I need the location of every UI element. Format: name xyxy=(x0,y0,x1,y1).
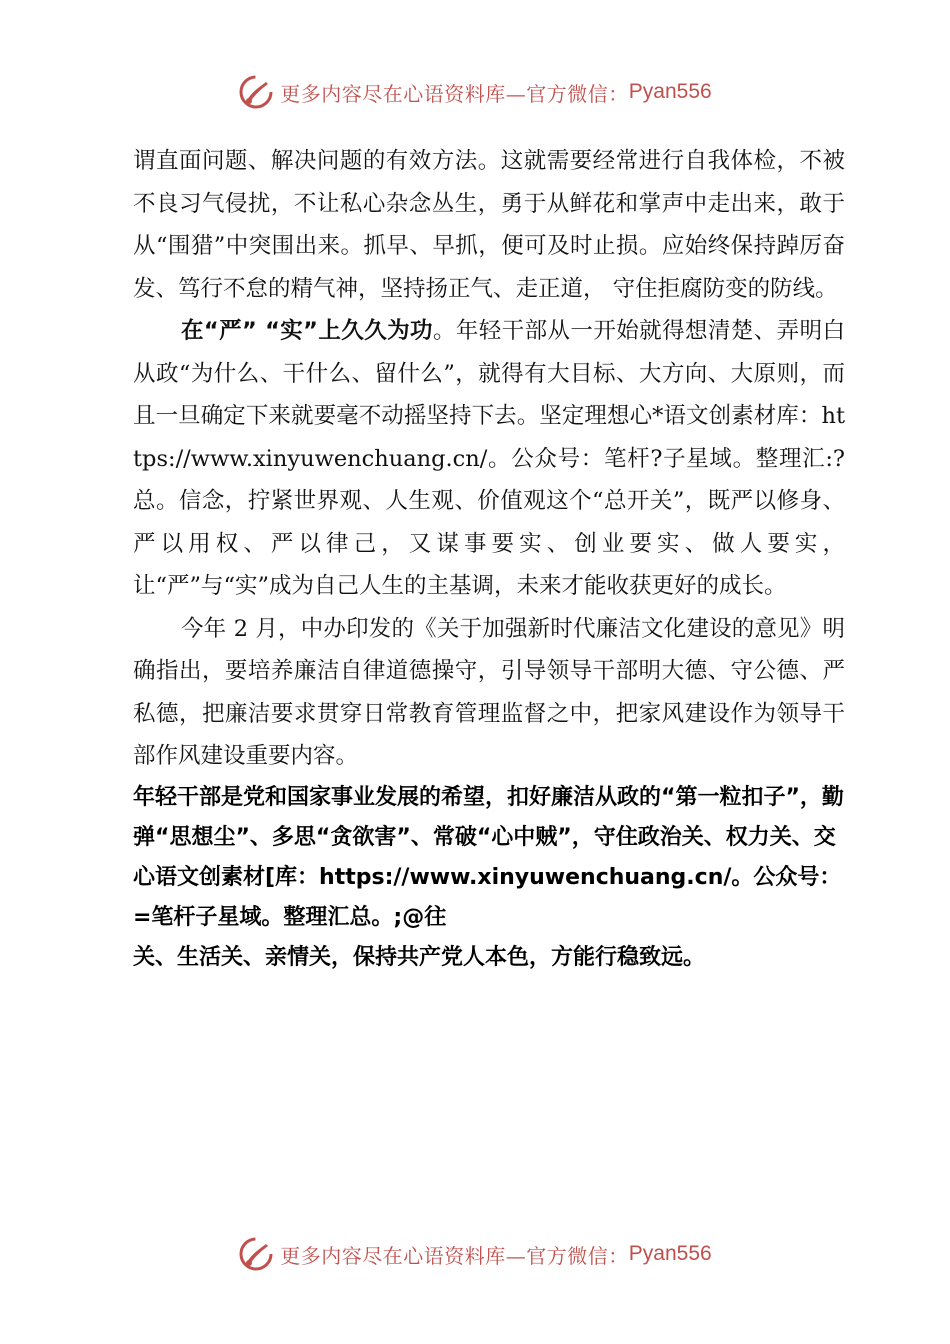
footer-banner-text: 更多内容尽在心语资料库—官方微信： xyxy=(280,1243,629,1268)
paragraph-3: 今年 2 月，中办印发的《关于加强新时代廉洁文化建设的意见》明确指出，要培养廉洁自律道德操守，引导领导干部明大德、守公德、严私德，把廉洁要求贯穿日常教育管理监督之中，把家风建设作为领导干部作风建设重要内容。 xyxy=(133,615,845,769)
brush-logo-icon xyxy=(238,1236,274,1272)
paragraph-1: 谓直面问题、解决问题的有效方法。这就需要经常进行自我体检，不被不良习气侵扰，不让私心杂念丛生，勇于从鲜花和掌声中走出来，敢于从“围猎”中突围出来。抓早、早抓，便可及时止损。应始终保持踔厉奋发、笃行不怠的精气神，坚持扬正气、走正道， 守住拒腐防变的防线。 xyxy=(133,148,845,302)
header-banner-text: 更多内容尽在心语资料库—官方微信： xyxy=(280,81,629,106)
paragraph-4-bold: 关、生活关、亲情关，保持共产党人本色，方能行稳致远。 xyxy=(133,944,706,970)
footer-banner-id: Pyan556 xyxy=(628,1242,712,1265)
header-banner-id: Pyan556 xyxy=(628,80,712,103)
document-body xyxy=(133,140,845,978)
paragraph-2-heading: 在“严” “实”上久久为功 xyxy=(181,318,433,344)
header-banner xyxy=(0,70,950,114)
footer-banner xyxy=(0,1232,950,1276)
paragraph-2-text: 。年轻干部从一开始就得想清楚、弄明白从政“为什么、干什么、留什么”，就得有大目标、大方向、大原则，而且一旦确定下来就要毫不动摇坚持下去。坚定理想心*语文创素材库：https://www.xinyuwenchuang.cn/。公众号：笔杆?子星域。整理汇:?总。信念，拧紧世界观、人生观、价值观这个“总开关”，既严以修身、严以用权、严以律己，又谋事要实、创业要实、做人要实， 让“严”与“实”成为自己人生的主基调，未来才能收获更好的成长。 xyxy=(133,318,845,599)
paragraph-2 xyxy=(133,310,845,608)
paragraph-3-bold: 年轻干部是党和国家事业发展的希望，扣好廉洁从政的“第一粒扣子”，勤弹“思想尘”、多思“贪欲害”、常破“心中贼”，守住政治关、权力关、交心语文创素材[库：https://www.xinyuwenchuang.cn/。公众号：=笔杆子星域。整理汇总。;@往 xyxy=(133,784,844,930)
brush-logo-icon xyxy=(238,74,274,110)
